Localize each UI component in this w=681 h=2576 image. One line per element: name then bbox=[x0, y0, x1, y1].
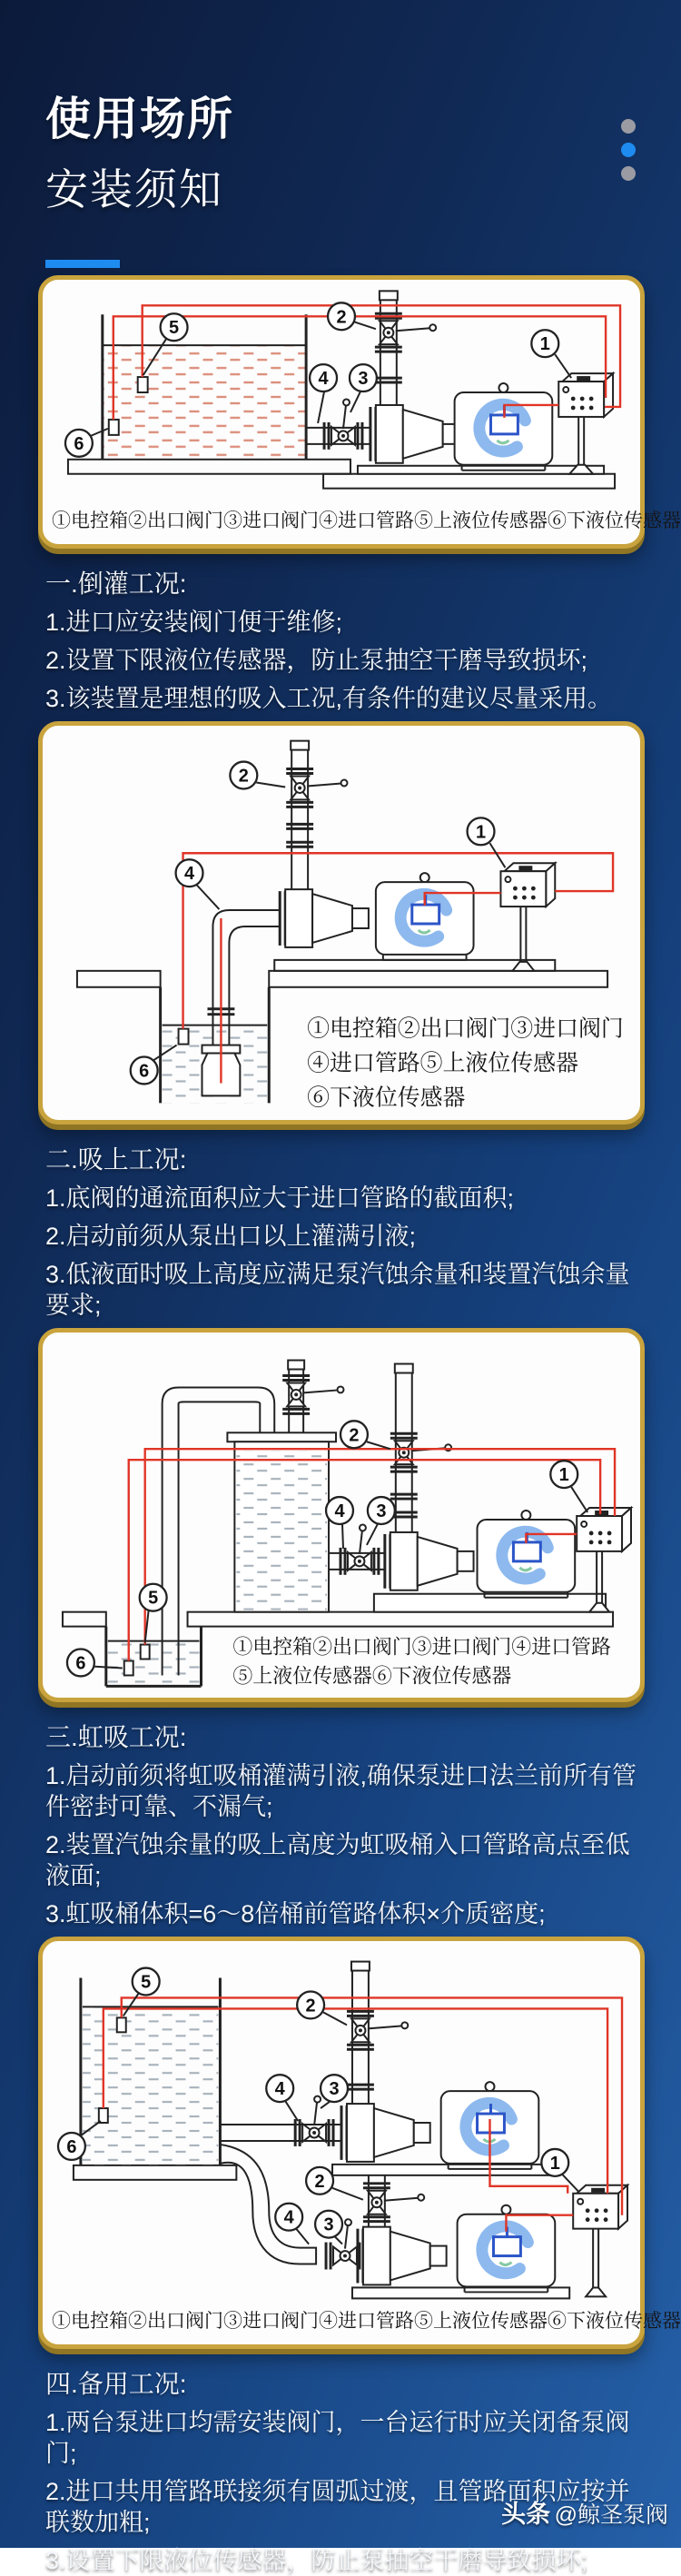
section-item: 3.虹吸桶体积=6～8倍桶前管路体积×介质密度; bbox=[45, 1900, 546, 1927]
svg-text:6: 6 bbox=[66, 2136, 77, 2157]
supply-tank bbox=[103, 314, 306, 460]
section-item: 2.启动前须从泵出口以上灌满引液; bbox=[45, 1223, 417, 1250]
diagram-card-suction-lift bbox=[38, 721, 645, 1125]
svg-text:3: 3 bbox=[376, 1501, 387, 1521]
motor bbox=[478, 1511, 576, 1598]
section-item: 1.进口应安装阀门便于维修; bbox=[45, 609, 343, 636]
dots-indicator bbox=[621, 119, 636, 190]
section-item: 1.启动前须将虹吸桶灌满引液,确保泵进口法兰前所有管件密封可靠、不漏气; bbox=[45, 1762, 637, 1820]
upper-outlet-valve bbox=[347, 2011, 408, 2049]
diagram-card-standby bbox=[38, 1937, 681, 2349]
lower-level-sensor bbox=[179, 1029, 189, 1045]
section-heading: 三.虹吸工况: bbox=[45, 1723, 187, 1751]
control-box bbox=[586, 2229, 606, 2297]
section-item: 3.该装置是理想的吸入工况,有条件的建议尽量采用。 bbox=[45, 685, 613, 712]
svg-text:5: 5 bbox=[169, 318, 180, 339]
svg-text:4: 4 bbox=[183, 864, 195, 885]
low-tank bbox=[106, 1627, 202, 1687]
svg-text:2: 2 bbox=[314, 2171, 325, 2192]
diagram-caption: ①电控箱②出口阀门③进口阀门④进口管路 bbox=[232, 1635, 611, 1659]
diagram-label bbox=[468, 817, 506, 867]
platform-hatch bbox=[188, 1612, 614, 1627]
lower-level-sensor bbox=[109, 420, 119, 435]
diagram-label bbox=[531, 330, 571, 378]
watermark-platform: 头条 bbox=[501, 2501, 551, 2528]
barrel-valve bbox=[282, 1375, 343, 1413]
section-siphon bbox=[45, 1722, 645, 1929]
pump-diagram-siphon bbox=[52, 1343, 631, 1689]
floor-hatch bbox=[68, 460, 350, 474]
section-item: 3.设置下限液位传感器，防止泵抽空干磨导致损坏; bbox=[45, 2547, 588, 2574]
section-suction-lift bbox=[45, 1144, 645, 1321]
section-heading: 四.备用工况: bbox=[45, 2370, 187, 2398]
diagram-card-siphon bbox=[38, 1328, 645, 1702]
pump bbox=[385, 1532, 474, 1590]
diagram-label bbox=[315, 2211, 342, 2244]
diagram-caption: ①电控箱②出口阀门③进口阀门④进口管路⑤上液位传感器⑥下液位传感器 bbox=[52, 2311, 681, 2332]
svg-text:1: 1 bbox=[475, 822, 487, 843]
diagram-label bbox=[321, 2075, 348, 2108]
section-flooded-suction bbox=[45, 569, 645, 714]
svg-text:1: 1 bbox=[549, 2153, 560, 2174]
watermark-handle: @鲸圣泵阀 bbox=[554, 2502, 668, 2528]
platform-hatch bbox=[269, 971, 607, 987]
section-heading: 二.吸上工况: bbox=[45, 1145, 187, 1174]
section-standby bbox=[45, 2369, 645, 2576]
section-item: 1.两台泵进口均需安装阀门，一台运行时应关闭备泵阀门; bbox=[45, 2409, 630, 2467]
diagram-label bbox=[350, 364, 377, 412]
diagram-label bbox=[340, 1421, 390, 1449]
floor-hatch bbox=[323, 474, 615, 489]
ground-hatch bbox=[74, 2165, 236, 2180]
svg-text:1: 1 bbox=[558, 1465, 569, 1486]
svg-text:6: 6 bbox=[75, 1653, 86, 1674]
control-box bbox=[577, 1508, 631, 1551]
section-heading: 一.倒灌工况: bbox=[45, 570, 187, 598]
watermark bbox=[501, 2494, 668, 2530]
svg-text:2: 2 bbox=[349, 1425, 360, 1446]
section-item: 2.进口共用管路联接须有圆弧过渡，且管路面积应按并联数加粗; bbox=[45, 2478, 630, 2536]
svg-text:6: 6 bbox=[139, 1061, 150, 1082]
upper-level-sensor bbox=[141, 1645, 150, 1660]
control-box bbox=[573, 2185, 627, 2229]
diagram-label bbox=[310, 364, 337, 423]
diagram-caption: ⑥下液位传感器 bbox=[307, 1085, 466, 1111]
dot-icon bbox=[621, 143, 636, 157]
diagram-label bbox=[550, 1461, 587, 1512]
pump-bench bbox=[374, 1594, 606, 1612]
svg-text:4: 4 bbox=[274, 2079, 285, 2100]
upper-pump bbox=[341, 2104, 430, 2162]
diagram-caption: ①电控箱②出口阀门③进口阀门 bbox=[307, 1016, 624, 1042]
section-item: 2.设置下限液位传感器，防止泵抽空干磨导致损坏; bbox=[45, 647, 588, 674]
title-underline bbox=[45, 260, 120, 268]
svg-text:2: 2 bbox=[336, 307, 347, 328]
section-item: 1.底阀的通流面积应大于进口管路的截面积; bbox=[45, 1184, 515, 1212]
svg-text:2: 2 bbox=[238, 766, 249, 787]
pump-diagram-flooded-suction bbox=[52, 291, 631, 504]
shared-suction-pipe bbox=[220, 2145, 316, 2264]
outlet-valve bbox=[286, 769, 347, 807]
dot-icon bbox=[621, 119, 636, 134]
upper-level-sensor bbox=[138, 377, 148, 392]
ground-hatch bbox=[77, 971, 161, 987]
page-subtitle: 安装须知 bbox=[45, 165, 223, 213]
lower-outlet-valve bbox=[363, 2184, 424, 2222]
motor bbox=[376, 873, 474, 960]
diagram-label bbox=[326, 1497, 353, 1549]
header bbox=[0, 0, 681, 268]
motor bbox=[455, 383, 553, 471]
svg-text:4: 4 bbox=[283, 2207, 294, 2228]
pump-diagram-suction-lift bbox=[52, 737, 631, 1111]
section-item: 3.低液面时吸上高度应满足泵汽蚀余量和装置汽蚀余量要求; bbox=[45, 1261, 630, 1319]
outlet-valve bbox=[390, 1433, 451, 1471]
svg-text:4: 4 bbox=[334, 1501, 345, 1521]
svg-text:4: 4 bbox=[318, 369, 329, 390]
diagram-caption: ⑤上液位传感器⑥下液位传感器 bbox=[232, 1664, 512, 1688]
ground-hatch bbox=[63, 1612, 106, 1627]
pump bbox=[280, 889, 369, 947]
diagram-card-flooded-suction bbox=[38, 275, 681, 549]
svg-text:3: 3 bbox=[323, 2214, 334, 2235]
svg-text:3: 3 bbox=[329, 2079, 340, 2100]
lower-pump bbox=[358, 2227, 447, 2285]
svg-text:3: 3 bbox=[358, 369, 369, 390]
pump-diagram-standby bbox=[52, 1952, 631, 2304]
svg-text:1: 1 bbox=[539, 334, 550, 355]
pump bbox=[370, 405, 459, 463]
svg-text:2: 2 bbox=[305, 1996, 316, 2016]
discharge-pipe bbox=[286, 741, 313, 889]
dot-icon bbox=[621, 166, 636, 181]
svg-text:6: 6 bbox=[74, 433, 84, 454]
upper-level-sensor bbox=[117, 2017, 126, 2032]
diagram-caption: ①电控箱②出口阀门③进口阀门④进口管路⑤上液位传感器⑥下液位传感器 bbox=[52, 510, 681, 531]
supply-tank bbox=[81, 1978, 221, 2165]
diagram-label bbox=[266, 2075, 298, 2121]
control-box bbox=[500, 863, 555, 907]
diagram-label bbox=[275, 2204, 309, 2244]
inlet-valve bbox=[324, 399, 362, 449]
section-item: 2.装置汽蚀余量的吸上高度为虹吸桶入口管路高点至低液面; bbox=[45, 1831, 630, 1889]
svg-text:5: 5 bbox=[141, 1972, 152, 1993]
diagram-label bbox=[230, 762, 285, 789]
outlet-valve bbox=[375, 313, 436, 352]
svg-text:5: 5 bbox=[148, 1588, 159, 1609]
lower-level-sensor bbox=[124, 1661, 133, 1676]
page-title: 使用场所 bbox=[45, 94, 234, 144]
diagram-caption: ④进口管路⑤上液位传感器 bbox=[307, 1050, 578, 1076]
